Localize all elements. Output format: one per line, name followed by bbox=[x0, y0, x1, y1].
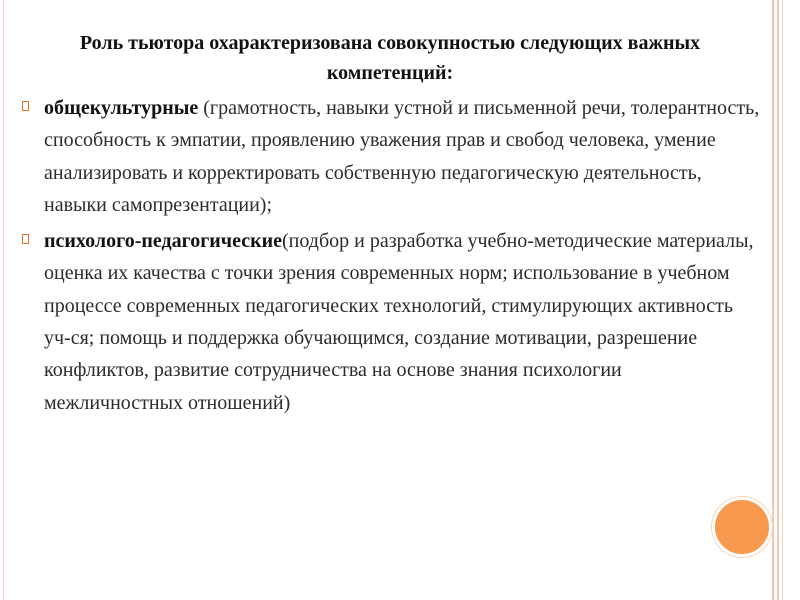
frame-line-right bbox=[782, 0, 783, 600]
frame-line-right bbox=[772, 0, 774, 600]
slide-title: Роль тьютора охарактеризована совокупностью следующих важных компетенций: bbox=[79, 32, 701, 84]
bullet-description: (грамотность, навыки устной и письменной речи, толерантность, способность к эмпатии, проявлению уважения прав и свобод человека, умение анализировать и корректировать собственную педагогическую деятельность, навыки самопрезентации); bbox=[44, 97, 760, 216]
frame-line-right bbox=[777, 0, 779, 600]
decorative-circle bbox=[712, 497, 772, 557]
bullet-item bbox=[22, 225, 762, 419]
bullet-item bbox=[22, 92, 762, 221]
bullet-marker-icon bbox=[22, 234, 29, 244]
bullet-term: психолого-педагогические bbox=[44, 230, 283, 253]
bullet-list bbox=[22, 92, 762, 423]
bullet-description: (подбор и разработка учебно-методические материалы, оценка их качества с точки зрения современных норм; использование в учебном процессе современных педагогических технологий, стимулирующих активность уч-ся; помощь и поддержка обучающимся, создание мотивации, разрешение конфликтов, развитие сотрудничества на основе знания психологии межличностных отношений) bbox=[44, 230, 754, 414]
bullet-marker-icon bbox=[22, 101, 29, 111]
bullet-term: общекультурные bbox=[44, 97, 199, 119]
frame-line-left bbox=[3, 0, 4, 600]
